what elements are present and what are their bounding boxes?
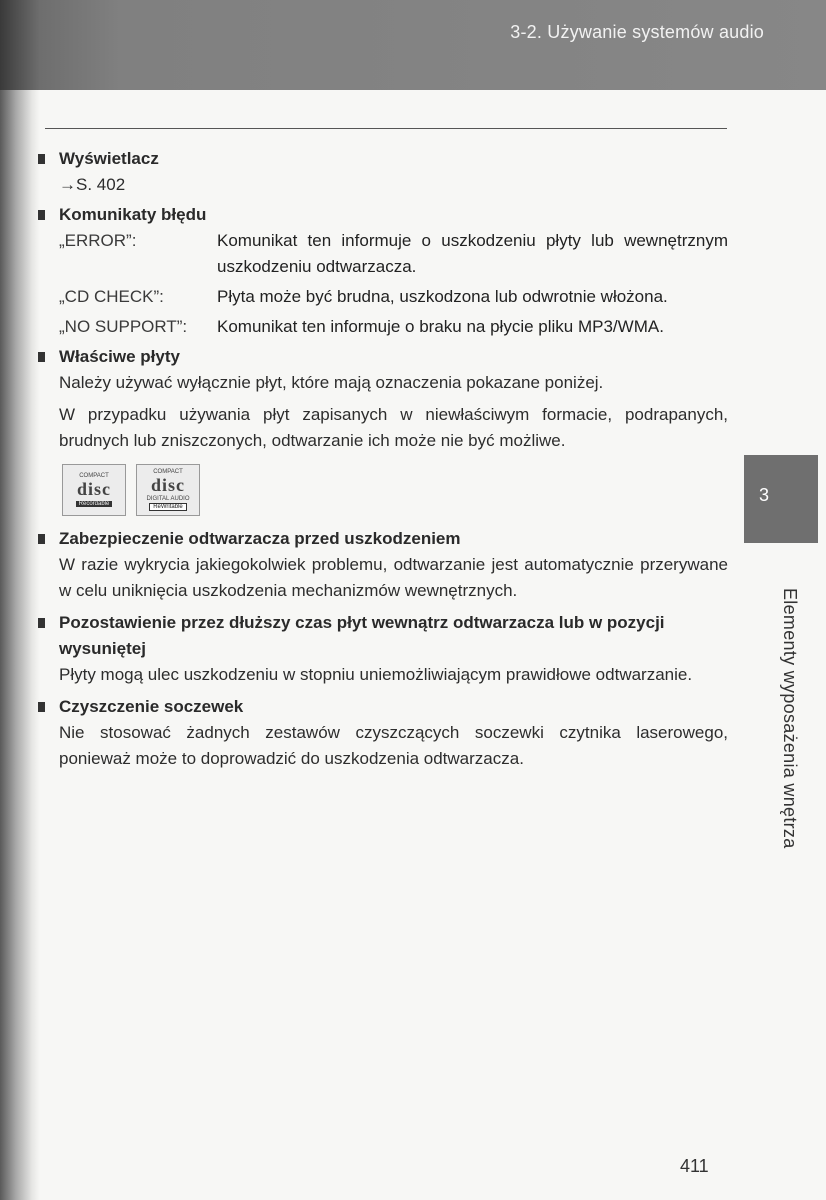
error-code: „CD CHECK”: xyxy=(59,287,164,306)
section-errors xyxy=(38,202,728,340)
paragraph: Należy używać wyłącznie płyt, które mają oznaczenia pokazane poniżej. xyxy=(59,373,604,392)
error-code: „ERROR”: xyxy=(59,231,137,250)
paragraph: Nie stosować żadnych zestawów czyszczących soczewki czytnika laserowego, ponieważ może to doprowadzić do uszkodzenia odtwarzacza. xyxy=(59,723,728,768)
error-code: „NO SUPPORT”: xyxy=(59,317,188,336)
divider xyxy=(45,128,727,129)
page-edge-shadow xyxy=(0,0,40,1200)
chapter-label: Elementy wyposażenia wnętrza xyxy=(780,588,800,849)
error-description: Płyta może być brudna, uszkodzona lub odwrotnie włożona. xyxy=(217,287,668,306)
bullet-icon xyxy=(38,210,45,220)
error-row xyxy=(59,314,728,340)
paragraph: W razie wykrycia jakiegokolwiek problemu, odtwarzanie jest automatycznie przerywane w celu uniknięcia uszkodzenia mechanizmów wewnętrznych. xyxy=(59,555,728,600)
disc-logos xyxy=(38,464,728,516)
bullet-icon xyxy=(38,618,45,628)
section-cleaning xyxy=(38,694,728,772)
error-description: Komunikat ten informuje o braku na płycie pliku MP3/WMA. xyxy=(217,317,664,336)
bullet-icon xyxy=(38,534,45,544)
section-leaving xyxy=(38,610,728,688)
bullet-icon xyxy=(38,352,45,362)
section-discs xyxy=(38,344,728,516)
header-bar xyxy=(0,0,826,90)
section-protection xyxy=(38,526,728,604)
section-heading: Zabezpieczenie odtwarzacza przed uszkodzeniem xyxy=(38,526,728,552)
bullet-icon xyxy=(38,702,45,712)
paragraph: W przypadku używania płyt zapisanych w niewłaściwym formacie, podrapanych, brudnych lub zniszczonych, odtwarzanie ich może nie być możliwe. xyxy=(59,405,728,450)
section-display xyxy=(38,146,728,198)
section-heading: Pozostawienie przez dłuższy czas płyt wewnątrz odtwarzacza lub w pozycji wysuniętej xyxy=(38,610,728,662)
section-heading: Wyświetlacz xyxy=(38,146,728,172)
error-description: Komunikat ten informuje o uszkodzeniu płyty lub wewnętrznym uszkodzeniu odtwarzacza. xyxy=(217,231,728,276)
section-heading: Właściwe płyty xyxy=(38,344,728,370)
paragraph: Płyty mogą ulec uszkodzeniu w stopniu uniemożliwiającym prawidłowe odtwarzanie. xyxy=(59,665,693,684)
error-row xyxy=(59,228,728,280)
error-table xyxy=(38,228,728,340)
bullet-icon xyxy=(38,154,45,164)
section-title: 3-2. Używanie systemów audio xyxy=(510,22,764,42)
section-heading: Czyszczenie soczewek xyxy=(38,694,728,720)
cd-rewritable-logo: COMPACT disc DIGITAL AUDIO ReWritable xyxy=(136,464,200,516)
chapter-number: 3 xyxy=(758,485,769,505)
cd-recordable-logo: COMPACT disc Recordable xyxy=(62,464,126,516)
page-reference: →S. 402 xyxy=(59,175,126,194)
section-heading: Komunikaty błędu xyxy=(38,202,728,228)
page-number: 411 xyxy=(680,1156,709,1176)
error-row xyxy=(59,284,728,310)
page-content xyxy=(38,146,728,772)
